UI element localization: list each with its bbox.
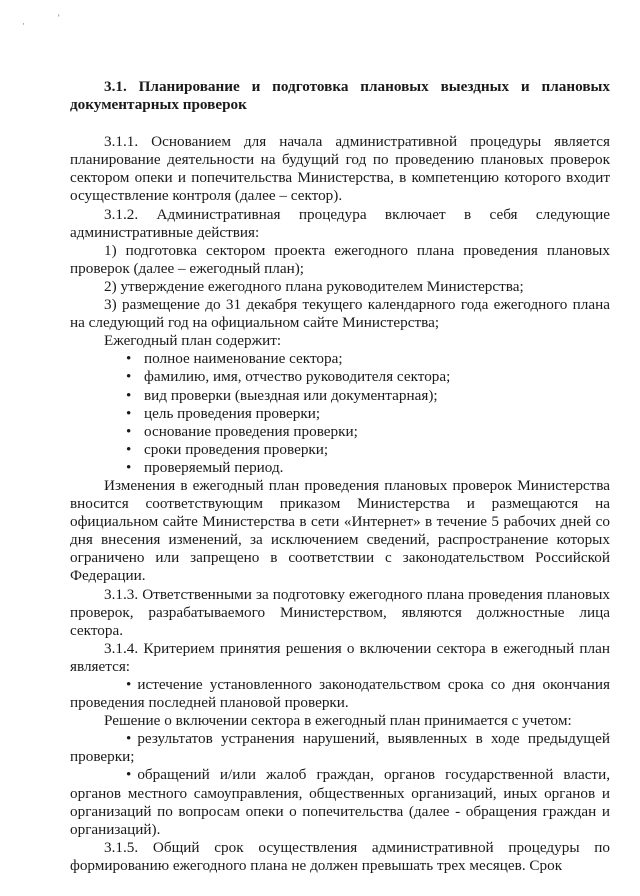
criterion-bullet [70, 676, 610, 712]
plan-contents-intro: Ежегодный план содержит: [104, 332, 282, 350]
document-body [70, 78, 610, 875]
list-item: • сроки проведения проверки; [126, 441, 610, 459]
paragraph-changes: Изменения в ежегодный план проведения плановых проверок Министерства вносится соответствующим приказом Министерства и размещаются на официальном сайте Министерства в сети «Интернет» в течение 5 рабочих дней со дня внесения изменений, за исключением сведений, распространение которых ограничено или запрещено в соответствии с законодательством Российской Федерации. [70, 476, 610, 585]
consideration-bullet [70, 766, 610, 838]
bullet-text: истечение установленного законодательством срока со дня окончания проведения последней плановой проверки. [70, 676, 610, 712]
bullet-text: результатов устранения нарушений, выявленных в ходе предыдущей проверки; [70, 730, 610, 766]
bullet-icon: • [126, 730, 132, 748]
scan-mark: ' [58, 13, 60, 23]
list-item: • основание проведения проверки; [126, 423, 610, 441]
bullet-text: обращений и/или жалоб граждан, органов государственной власти, органов местного самоуправления, общественных организаций, иных органов и организаций по вопросам опеки о попечительства (далее - обращения граждан и организаций). [70, 766, 610, 838]
plan-contents-list [70, 350, 610, 477]
paragraph-decision: Решение о включении сектора в ежегодный план принимается с учетом: [104, 712, 572, 730]
scan-mark: · [22, 19, 25, 29]
paragraph-3-1-1: 3.1.1. Основанием для начала административной процедуры является планирование деятельности на будущий год по проведению плановых проверок сектором опеки и попечительства Министерства, в компетенцию которого входит осуществление контроля (далее – сектор). [70, 133, 610, 205]
list-item: • полное наименование сектора; [126, 350, 610, 368]
list-item: • проверяемый период. [126, 459, 610, 477]
bullet-icon: • [126, 766, 132, 784]
paragraph-3-1-2: 3.1.2. Административная процедура включает в себя следующие административные действия: [70, 205, 610, 241]
consideration-bullet [70, 730, 610, 766]
paragraph-item-2: 2) утверждение ежегодного плана руководителем Министерства; [104, 277, 524, 295]
list-item: • цель проведения проверки; [126, 405, 610, 423]
paragraph-3-1-3: 3.1.3. Ответственными за подготовку ежегодного плана проведения плановых проверок, разрабатываемого Министерством, являются должностные лица сектора. [70, 585, 610, 639]
bullet-icon: • [126, 676, 132, 693]
paragraph-item-1: 1) подготовка сектором проекта ежегодного плана проведения плановых проверок (далее – ежегодный план); [70, 241, 610, 277]
paragraph-3-1-5: 3.1.5. Общий срок осуществления административной процедуры по формированию ежегодного плана не должен превышать трех месяцев. Срок [70, 838, 610, 874]
list-item: • фамилию, имя, отчество руководителя сектора; [126, 368, 610, 386]
paragraph-3-1-4: 3.1.4. Критерием принятия решения о включении сектора в ежегодный план является: [70, 639, 610, 675]
section-heading: 3.1. Планирование и подготовка плановых выездных и плановых документарных проверок [70, 78, 610, 114]
paragraph-item-3: 3) размещение до 31 декабря текущего календарного года ежегодного плана на следующий год на официальном сайте Министерства; [70, 296, 610, 332]
list-item: • вид проверки (выездная или документарная); [126, 387, 610, 405]
